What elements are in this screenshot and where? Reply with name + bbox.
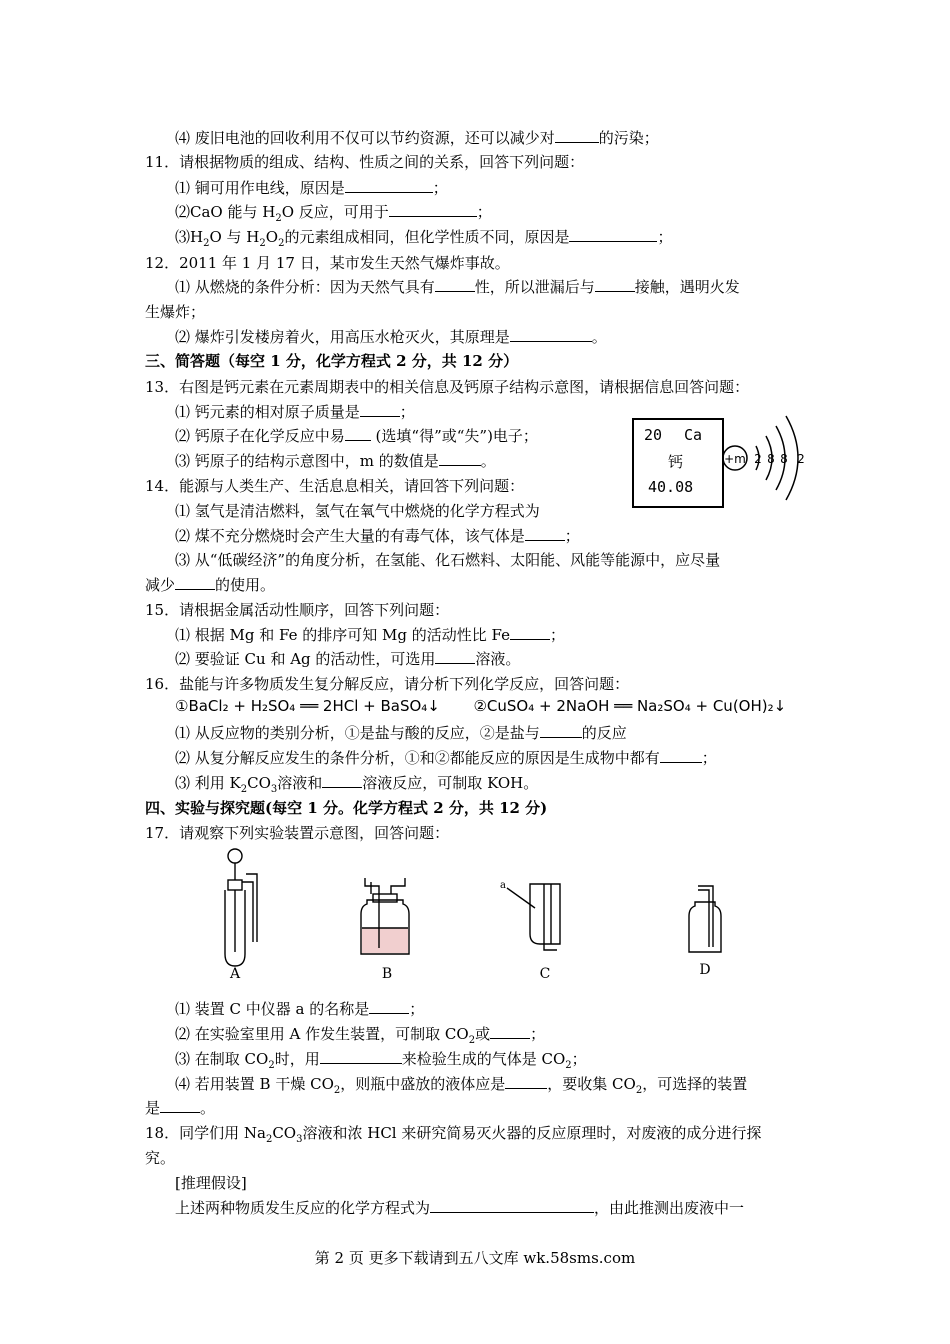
q13-stem: 13．右图是钙元素在元素周期表中的相关信息及钙原子结构示意图，请根据信息回答问题： [145,378,750,396]
q16-stem: 16．盐能与许多物质发生复分解反应，请分析下列化学反应，回答问题： [145,675,630,693]
q15-stem: 15．请根据金属活动性顺序，回答下列问题： [145,601,450,619]
label-a: A [229,966,241,982]
q16-item2: ⑵ 从复分解反应发生的条件分析，①和②都能反应的原因是生成物中都有 ； [175,749,717,767]
q14-item3-cont: 减少 的使用。 [145,576,276,594]
section4-heading: 四、实验与探究题(每空 1 分。化学方程式 2 分，共 12 分) [145,799,548,817]
q11-item2: ⑵CaO 能与 $H_2O$ 反应，可用于 ； [175,203,492,224]
q18-line: 上述两种物质发生反应的化学方程式为 ，由此推测出废液中一 [175,1199,745,1217]
q17-item2: ⑵ 在实验室里用 A 作发生装置，可制取 $CO_2$或 ； [175,1025,546,1046]
apparatus-d [689,886,721,952]
equation-2: ②CuSO₄ + 2NaOH ══ Na₂SO₄ + Cu(OH)₂↓ [473,697,787,715]
q18-heading: [推理假设] [175,1174,247,1192]
shell-electrons-3: 8 [780,452,788,466]
q15-item2: ⑵ 要验证 Cu 和 Ag 的活动性，可选用 溶液。 [175,650,521,668]
label-d: D [699,962,711,978]
label-c: C [539,966,551,982]
q11-stem: 11．请根据物质的组成、结构、性质之间的关系，回答下列问题： [145,153,585,171]
q12-item1: ⑴ 从燃烧的条件分析：因为天然气具有 性，所以泄漏后与 接触，遇明火发 [175,278,740,296]
q14-item3: ⑶ 从“低碳经济”的角度分析，在氢能、化石燃料、太阳能、风能等能源中，应尽量 [175,551,721,569]
element-symbol: Ca [684,426,703,444]
q14-stem: 14．能源与人类生产、生活息息相关，请回答下列问题： [145,477,525,495]
q12-item1-cont: 生爆炸； [145,303,206,321]
shell-electrons-1: 2 [754,452,762,466]
q17-stem: 17．请观察下列实验装置示意图，回答问题： [145,824,450,842]
q15-item1: ⑴ 根据 Mg 和 Fe 的排序可知 Mg 的活动性比 Fe ； [175,626,566,644]
q13-item1: ⑴ 钙元素的相对原子质量是 ； [175,403,415,421]
q17-item4-cont: 是 。 [145,1099,216,1117]
q16-item3: ⑶ 利用 $K_2CO_3$溶液和 溶液反应，可制取 KOH。 [175,774,539,795]
q16-equations [175,697,786,715]
q12-item2: ⑵ 爆炸引发楼房着火，用高压水枪灭火，其原理是 。 [175,328,607,346]
q18-stem: 18．同学们用 $Na_2CO_3$溶液和浓 HCl 来研究简易灭火器的反应原理时，对废液的成分进行探 [145,1124,762,1145]
q13-item2: ⑵ 钙原子在化学反应中易 (选填“得”或“失”)电子； [175,427,538,445]
q18-stem-cont: 究。 [145,1149,176,1167]
lab-apparatus-diagram [195,842,735,982]
section3-heading: 三、简答题（每空 1 分，化学方程式 2 分，共 12 分） [145,352,519,370]
apparatus-c [507,884,560,950]
apparatus-a [225,849,257,966]
q17-item1: ⑴ 装置 C 中仪器 a 的名称是 ； [175,1000,425,1018]
q13-item3: ⑶ 钙原子的结构示意图中，m 的数值是 。 [175,452,496,470]
q11-item3: $⑶H_2O$ 与 $H_2O_2$的元素组成相同，但化学性质不同，原因是 ； [175,228,673,249]
atomic-number: 20 [644,426,663,444]
atomic-mass: 40.08 [648,478,694,496]
q12-stem: 12．2011 年 1 月 17 日，某市发生天然气爆炸事故。 [145,254,510,272]
apparatus-b [361,878,409,954]
q11-item1: ⑴ 铜可用作电线，原因是 ； [175,179,448,197]
nucleus-charge: +m [724,452,746,466]
label-b: B [381,966,393,982]
equation-1: ①BaCl₂ + H₂SO₄ ══ 2HCl + BaSO₄↓ [175,697,440,715]
q16-item1: ⑴ 从反应物的类别分析，①是盐与酸的反应，②是盐与 的反应 [175,724,627,742]
element-name: 钙 [668,453,684,471]
page-footer: 第 2 页 更多下载请到五八文库 wk.58sms.com [314,1249,636,1267]
q14-item2: ⑵ 煤不充分燃烧时会产生大量的有毒气体，该气体是 ； [175,527,580,545]
q17-item4: ⑷ 若用装置 B 干燥 $CO_2$，则瓶中盛放的液体应是 ，要收集 $CO_2$，可选择的装置 [175,1075,748,1096]
label-instrument-a: a [500,880,506,891]
shell-electrons-2: 8 [767,452,775,466]
shell-electrons-4: 2 [797,452,805,466]
q17-item3: ⑶ 在制取 $CO_2$时，用 来检验生成的气体是 $CO_2$； [175,1050,587,1071]
q10-item4: ⑷ 废旧电池的回收利用不仅可以节约资源，还可以减少对 的污染； [175,129,659,147]
q14-item1: ⑴ 氢气是清洁燃料，氢气在氧气中燃烧的化学方程式为 [175,502,540,520]
